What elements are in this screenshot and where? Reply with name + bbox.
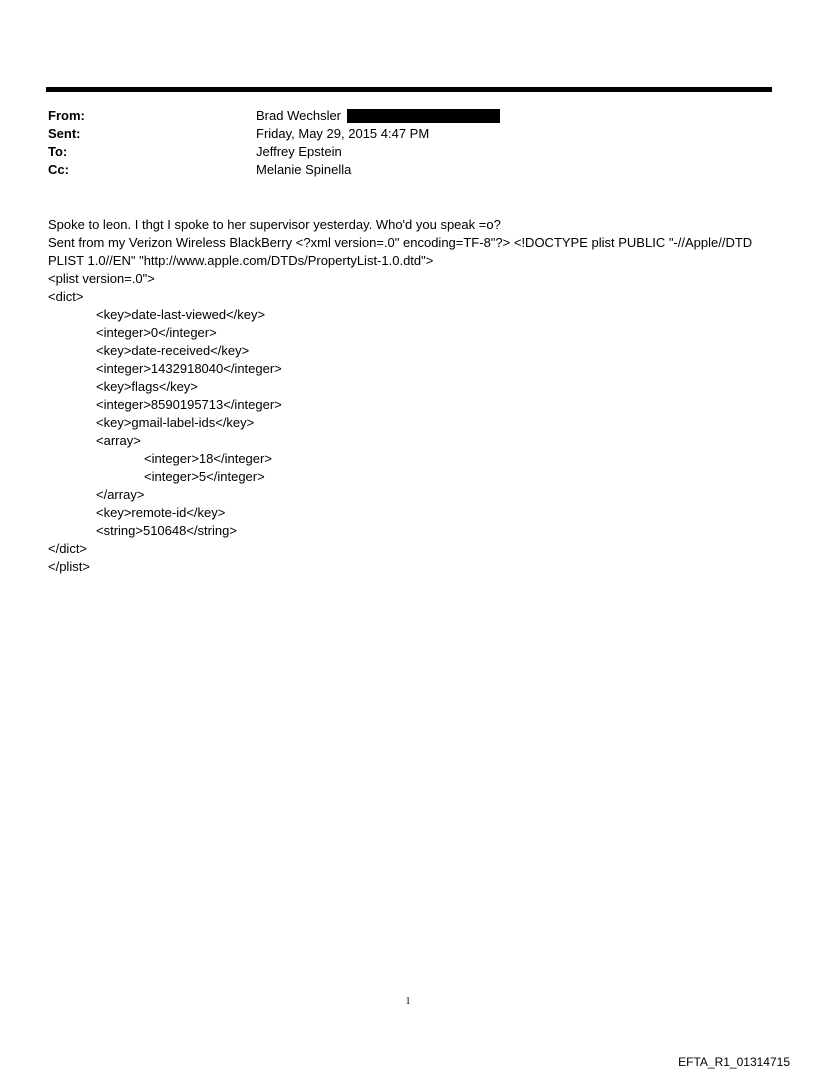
body-line: <key>gmail-label-ids</key> <box>96 415 255 430</box>
body-line: Spoke to leon. I thgt I spoke to her supervisor yesterday. Who'd you speak =o? <box>48 217 501 232</box>
email-header <box>48 107 748 179</box>
sent-label: Sent: <box>48 126 81 141</box>
header-rule <box>46 87 772 92</box>
body-line: <integer>5</integer> <box>144 469 265 484</box>
body-line: Sent from my Verizon Wireless BlackBerry <?xml version=.0" encoding=TF-8"?> <!DOCTYPE plist PUBLIC "-//Apple//DTD <box>48 235 753 250</box>
body-line: <dict> <box>48 289 84 304</box>
page-number: 1 <box>405 996 411 1007</box>
body-line: <integer>8590195713</integer> <box>96 397 282 412</box>
body-line: <integer>1432918040</integer> <box>96 361 282 376</box>
body-line: <integer>0</integer> <box>96 325 217 340</box>
body-line: <integer>18</integer> <box>144 451 272 466</box>
to-row <box>48 143 748 161</box>
document-id: EFTA_R1_01314715 <box>678 1055 790 1069</box>
from-row <box>48 107 748 125</box>
to-value: Jeffrey Epstein <box>256 144 342 159</box>
sent-value: Friday, May 29, 2015 4:47 PM <box>256 126 430 141</box>
redaction-bar <box>347 109 500 123</box>
to-label: To: <box>48 144 68 159</box>
from-value: Brad Wechsler <box>256 108 342 123</box>
from-value-wrap <box>256 107 500 125</box>
body-line: <key>date-received</key> <box>96 343 250 358</box>
body-line: </plist> <box>48 559 90 574</box>
sent-row <box>48 125 748 143</box>
from-label: From: <box>48 108 85 123</box>
body-line: PLIST 1.0//EN" "http://www.apple.com/DTDs/PropertyList-1.0.dtd"> <box>48 253 434 268</box>
body-line: <plist version=.0"> <box>48 271 155 286</box>
body-line: <key>date-last-viewed</key> <box>96 307 266 322</box>
cc-row <box>48 161 748 179</box>
cc-label: Cc: <box>48 162 69 177</box>
body-line: </array> <box>96 487 145 502</box>
body-line: <array> <box>96 433 141 448</box>
body-line: <string>510648</string> <box>96 523 237 538</box>
body-line: <key>remote-id</key> <box>96 505 226 520</box>
email-body <box>48 216 778 576</box>
body-line: </dict> <box>48 541 88 556</box>
body-line: <key>flags</key> <box>96 379 198 394</box>
cc-value: Melanie Spinella <box>256 162 352 177</box>
